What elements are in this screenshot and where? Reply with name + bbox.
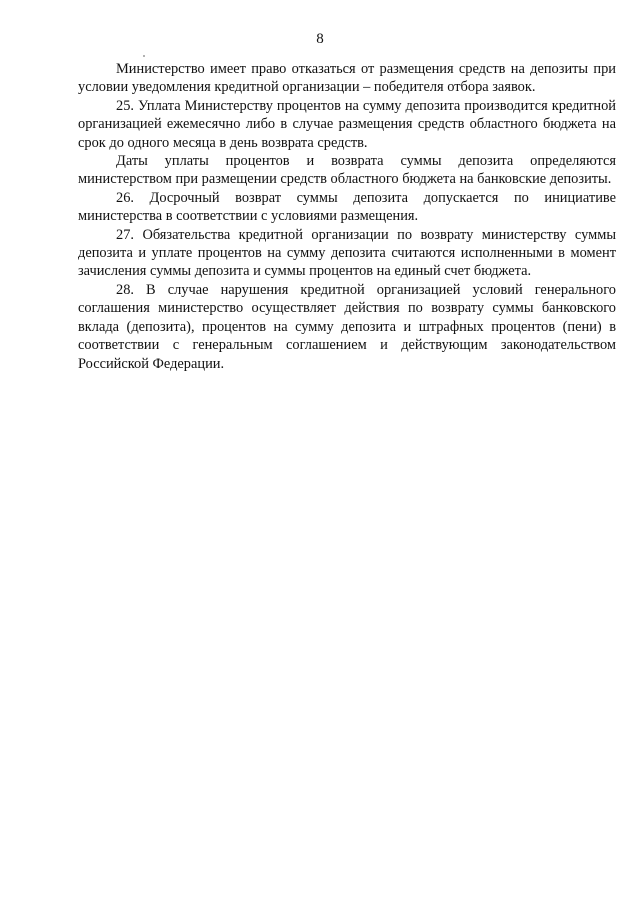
- page-number: 8: [316, 31, 324, 47]
- paragraph-27-obligations: 27. Обязательства кредитной организации по возврату министерству суммы депозита и уплате процентов на сумму депозита считаются исполненными в момент зачисления суммы депозита и суммы процентов на единый счет бюджета.: [78, 226, 616, 280]
- paragraph-28-violation: 28. В случае нарушения кредитной организацией условий генерального соглашения министерство осуществляет действия по возврату суммы банковского вклада (депозита), процентов на сумму депозита и штрафных процентов (пени) в соответствии с генеральным соглашением и действующим законодательством Российской Федерации.: [78, 281, 616, 372]
- document-body: [78, 60, 616, 373]
- paragraph-payment-dates: Даты уплаты процентов и возврата суммы депозита определяются министерством при размещении средств областного бюджета на банковские депозиты.: [78, 153, 616, 188]
- paragraph-right-to-refuse: Министерство имеет право отказаться от размещения средств на депозиты при условии уведомления кредитной организации – победителя отбора заявок.: [78, 61, 616, 96]
- paragraph-26-early-return: 26. Досрочный возврат суммы депозита допускается по инициативе министерства в соответствии с условиями размещения.: [78, 189, 616, 225]
- paragraph-25-interest-payment: 25. Уплата Министерству процентов на сумму депозита производится кредитной организацией ежемесячно либо в случае размещения средств областного бюджета на срок до одного месяца в день возврата средств.: [78, 97, 616, 151]
- scan-artifact-dot: [143, 55, 145, 57]
